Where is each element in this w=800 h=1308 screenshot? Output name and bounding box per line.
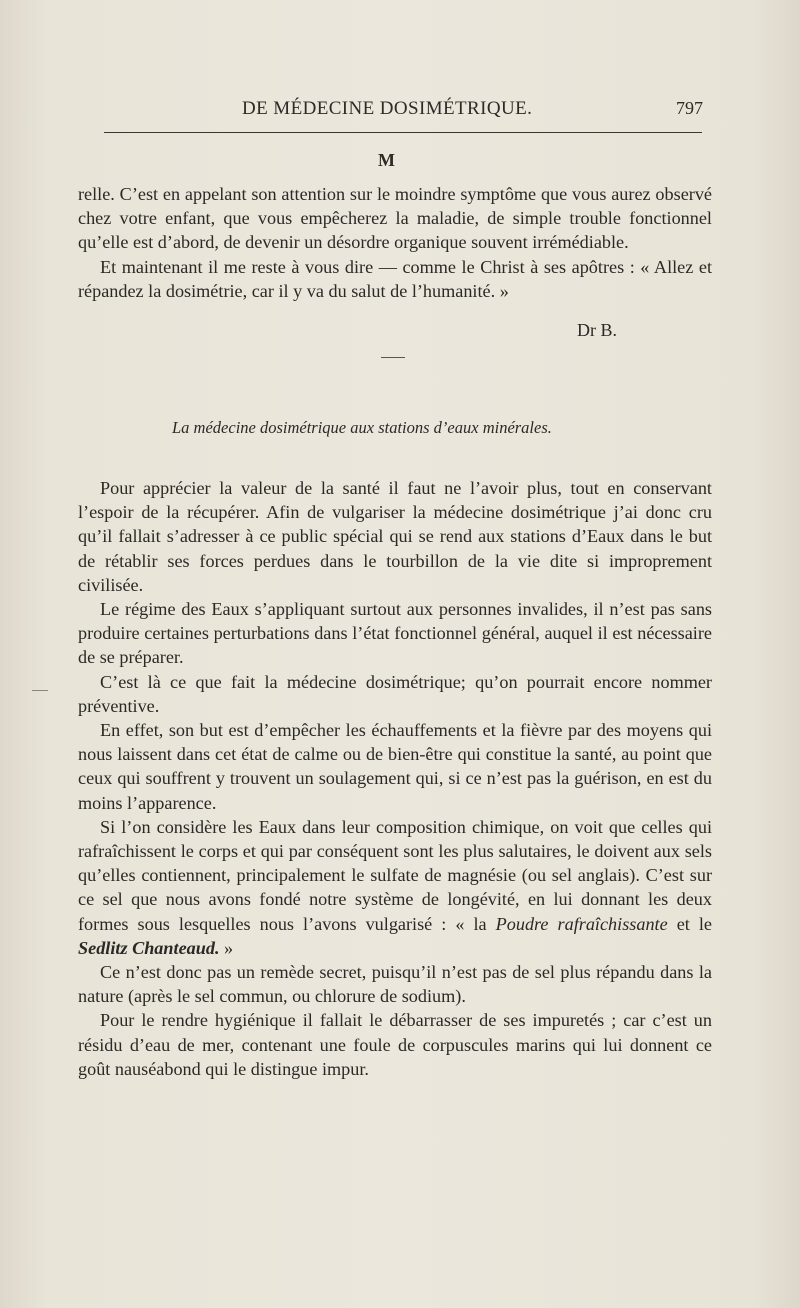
article-paragraph-4: En effet, son but est d’empêcher les échauffements et la fièvre par des moyens qui nous laissent dans cet état de calme ou de bien-être qui constitue la santé, au point que ceux qui souffrent y trouvent un soulagement qui, si ce n’est pas la guérison, en est du moins l’apparence. [78, 720, 712, 813]
article-paragraph-7: Pour le rendre hygiénique il fallait le débarrasser de ses impuretés ; car c’est un résidu d’eau de mer, contenant une foule de corpuscules marins qui lui donnent ce goût nauséabond qui le distingue impur. [78, 1010, 712, 1079]
article-title: La médecine dosimétrique aux stations d’eaux minérales. [172, 418, 552, 437]
closing-quote: » [224, 937, 234, 958]
header-rule [104, 132, 702, 133]
connector-text: et le [676, 913, 712, 934]
article-paragraph-3: C’est là ce que fait la médecine dosimétrique; qu’on pourrait encore nommer préventive. [78, 671, 712, 716]
author-signature: Dr B. [577, 320, 617, 340]
product-name-poudre: Poudre rafraîchissante [495, 913, 668, 934]
article-paragraph-6: Ce n’est donc pas un remède secret, puisqu’il n’est pas de sel plus répandu dans la nature (après le sel commun, ou chlorure de sodium). [78, 962, 712, 1007]
closing-paragraph-2: Et maintenant il me reste à vous dire — comme le Christ à ses apôtres : « Allez et répandez la dosimétrie, car il y va du salut de l’humanité. » [78, 256, 712, 301]
article-paragraph-2: Le régime des Eaux s’appliquant surtout aux personnes invalides, il n’est pas sans produire certaines perturbations dans l’état fonctionnel général, auquel il est nécessaire de se préparer. [78, 599, 712, 668]
article-paragraph-1: Pour apprécier la valeur de la santé il faut ne l’avoir plus, tout en conservant l’espoir de la récupérer. Afin de vulgariser la médecine dosimétrique j’ai donc cru qu’il fallait s’adresser à ce public spécial qui se rend aux stations d’Eaux dans le but de rétablir ses forces perdues dans le tourbillon de la vie dite si improprement civilisée. [78, 478, 712, 595]
section-separator [381, 357, 405, 358]
product-name-sedlitz: Sedlitz Chanteaud. [78, 937, 220, 958]
running-title: DE MÉDECINE DOSIMÉTRIQUE. [242, 98, 533, 119]
closing-paragraph-1: relle. C’est en appelant son attention sur le moindre symptôme que vous aurez observé chez votre enfant, que vous empêcherez la maladie, de simple trouble fonctionnel qu’elle est d’abord, de devenir un désordre organique souvent irrémédiable. [78, 184, 712, 253]
signature-mark: M [378, 150, 395, 170]
article-paragraph-5 [78, 815, 712, 960]
page-number: 797 [676, 98, 703, 118]
closing-text-block [78, 182, 712, 303]
article-body [78, 476, 712, 1081]
margin-mark [32, 690, 48, 691]
article-paragraph-5-text: Si l’on considère les Eaux dans leur composition chimique, on voit que celles qui rafraîchissent le corps et qui par conséquent sont les plus salutaires, le doivent aux sels qu’elles contiennent, principalement le sulfate de magnésie (ou sel anglais). C’est sur ce sel que nous avons fondé notre système de longévité, en lui donnant les deux formes sous lesquelles nous l’avons vulgarisé : « la [78, 816, 712, 934]
